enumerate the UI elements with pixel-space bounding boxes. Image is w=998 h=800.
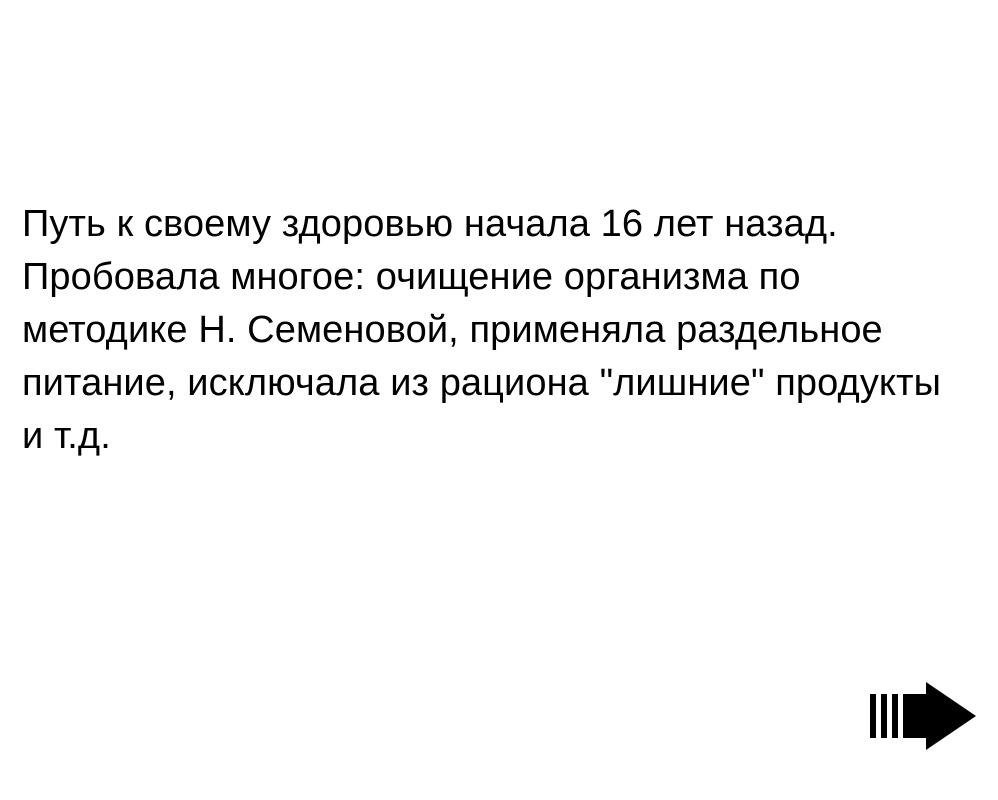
- slide-body-text: Путь к своему здоровью начала 16 лет назад. Пробовала многое: очищение организма по методике Н. Семеновой, применяла раздельное питание, исключала из рациона "лишние" продукты и т.д.: [22, 203, 952, 457]
- next-arrow-icon[interactable]: [868, 680, 978, 752]
